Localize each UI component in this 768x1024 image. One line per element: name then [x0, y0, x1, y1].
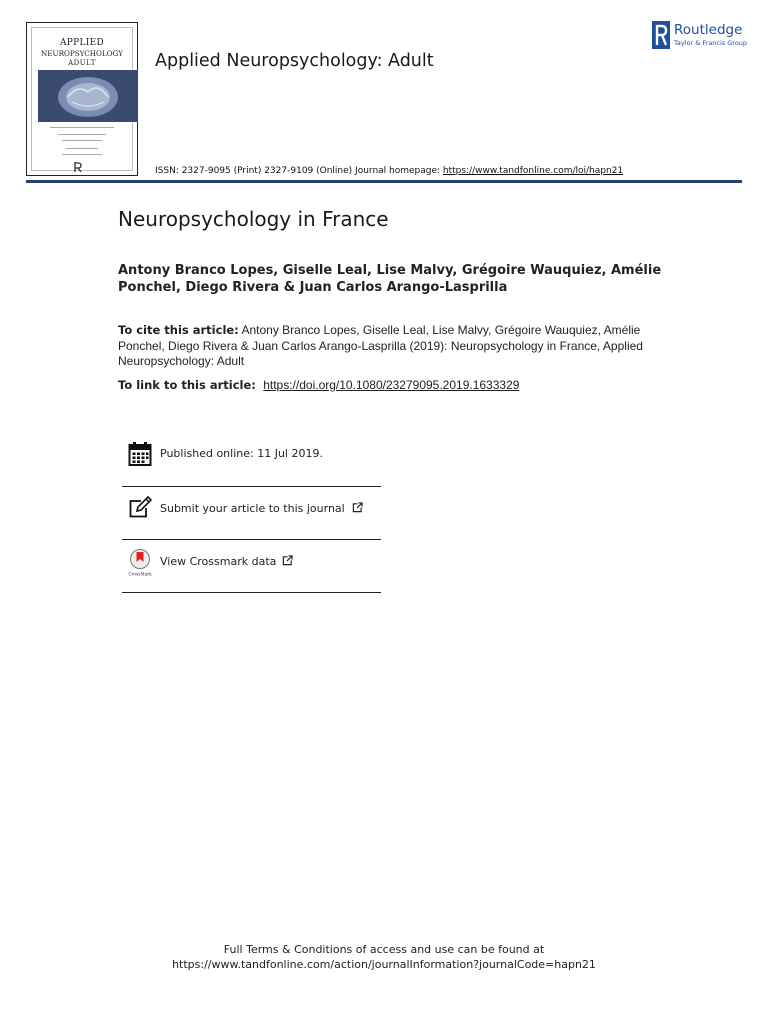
- journal-cover: [26, 22, 138, 176]
- citation: [118, 323, 663, 370]
- article-authors: Antony Branco Lopes, Giselle Leal, Lise Malvy, Grégoire Wauquiez, Amélie Ponchel, Diego Rivera & Juan Carlos Arango-Lasprilla: [118, 263, 662, 295]
- publisher-name: Routledge: [674, 22, 743, 38]
- cover-routledge-logo: [74, 162, 82, 172]
- cover-line: [62, 154, 102, 155]
- footer-terms-link[interactable]: https://www.tandfonline.com/action/journalInformation?journalCode=hapn21: [172, 958, 596, 971]
- calendar-icon: [128, 441, 152, 467]
- footer: [0, 942, 768, 972]
- edit-icon: [128, 496, 152, 522]
- cover-title-line2: NEUROPSYCHOLOGY: [41, 49, 123, 58]
- info-divider: [122, 486, 381, 487]
- issn-line: [155, 166, 623, 176]
- cover-line: [66, 148, 98, 149]
- cover-brain-image: [38, 70, 138, 122]
- crossmark-link[interactable]: [122, 549, 381, 595]
- issn-text: ISSN: 2327-9095 (Print) 2327-9109 (Online) Journal homepage:: [155, 166, 443, 176]
- article-link-row: [118, 378, 519, 392]
- external-link-icon: [352, 502, 363, 513]
- svg-text:CrossMark: CrossMark: [128, 571, 152, 577]
- publisher-subtitle: Taylor & Francis Group: [674, 39, 748, 47]
- submit-article-text: [160, 502, 363, 515]
- cover-line: [62, 140, 102, 141]
- submit-article-link[interactable]: [122, 496, 381, 542]
- cover-title-line1: APPLIED: [59, 38, 105, 48]
- cover-frame: [31, 27, 133, 171]
- published-row: [122, 441, 381, 487]
- external-link-icon: [282, 555, 293, 566]
- cover-line: [58, 134, 106, 135]
- header-divider: [26, 180, 742, 183]
- routledge-logo-icon: [652, 21, 670, 49]
- published-date: Published online: 11 Jul 2019.: [160, 447, 323, 460]
- journal-homepage-link[interactable]: https://www.tandfonline.com/loi/hapn21: [442, 166, 624, 176]
- doi-link[interactable]: https://doi.org/10.1080/23279095.2019.1633329: [263, 378, 520, 392]
- cover-line: [50, 127, 114, 128]
- cover-title-line3: ADULT: [68, 59, 96, 67]
- crossmark-icon: [128, 549, 152, 577]
- submit-article-label: Submit your article to this journal: [160, 502, 345, 515]
- cite-text: Antony Branco Lopes, Giselle Leal, Lise Malvy, Grégoire Wauquiez, Amélie Ponchel, Diego Rivera & Juan Carlos Arango-Lasprilla (2019): Neuropsychology in France, Applied Neuropsychology: Adult: [118, 323, 643, 368]
- crossmark-label: View Crossmark data: [160, 555, 277, 568]
- article-title: Neuropsychology in France: [118, 207, 389, 231]
- cite-label: To cite this article:: [118, 323, 239, 337]
- link-label: To link to this article:: [118, 378, 256, 392]
- crossmark-text: [160, 555, 293, 568]
- info-divider: [122, 539, 381, 540]
- footer-terms-text: Full Terms & Conditions of access and use can be found at: [223, 943, 545, 956]
- info-divider: [122, 592, 381, 593]
- publisher-logo: [652, 21, 752, 51]
- journal-title: Applied Neuropsychology: Adult: [155, 51, 434, 71]
